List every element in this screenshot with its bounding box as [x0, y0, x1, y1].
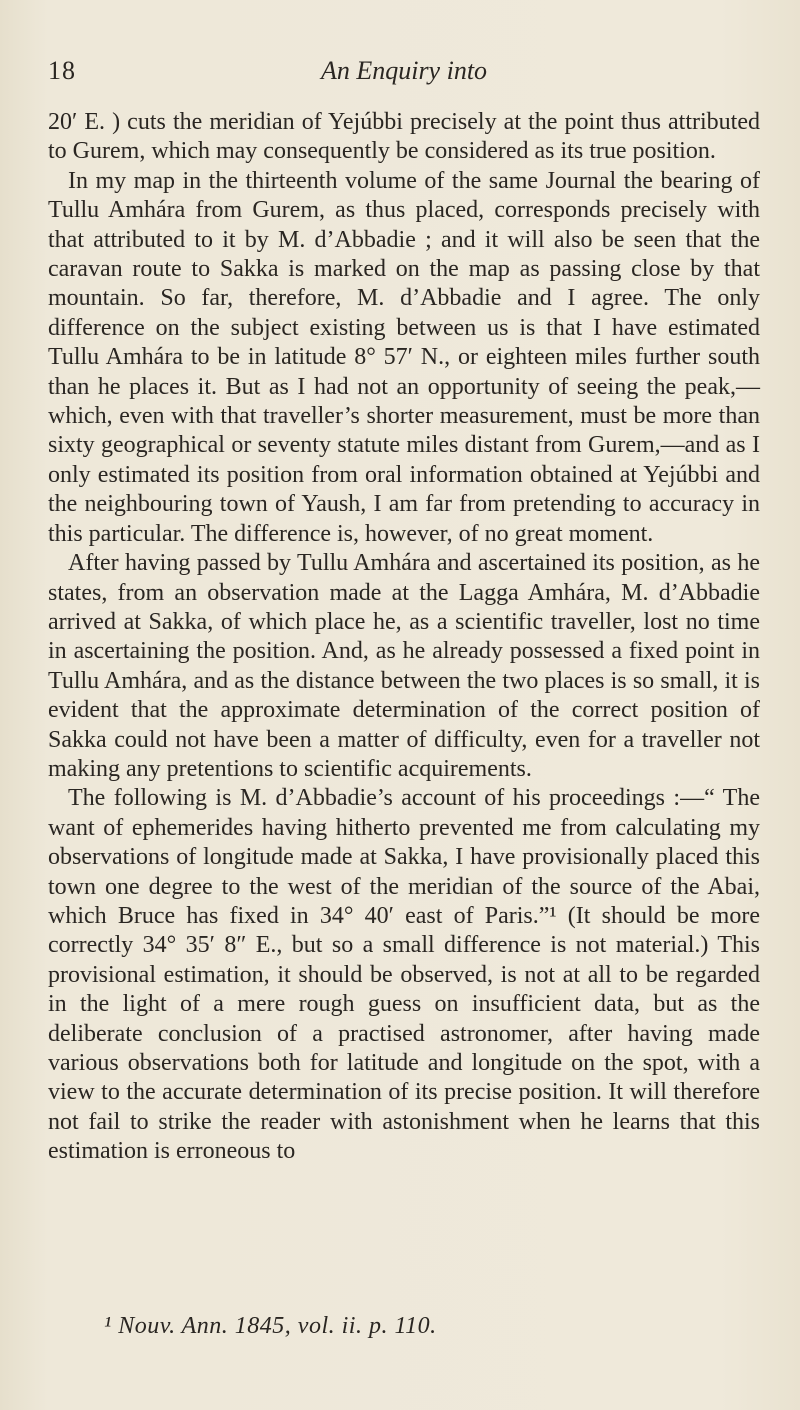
paragraph: In my map in the thirteenth volume of the same Journal the bearing of Tullu Amhára from Gurem, as thus placed, corresponds precisely with that attributed to it by M. d’Abbadie ; and it will also be seen that the caravan route to Sakka is marked on the map as passing close by that mountain. So far, therefore, M. d’Abbadie and I agree. The only difference on the subject existing between us is that I have estimated Tullu Amhára to be in latitude 8° 57′ N., or eighteen miles further south than he places it. But as I had not an opportunity of seeing the peak,—which, even with that traveller’s shorter measurement, must be more than sixty geographical or seventy statute miles distant from Gurem,—and as I only estimated its position from oral information obtained at Yejúbbi and the neighbouring town of Yaush, I am far from pretending to accuracy in this particular. The difference is, however, of no great moment. [48, 167, 760, 547]
body-text [48, 108, 760, 1167]
running-title: An Enquiry into [320, 56, 488, 85]
paragraph: The following is M. d’Abbadie’s account of his proceedings :—“ The want of ephemerides having hitherto prevented me from calculating my observations of longitude made at Sakka, I have provisionally placed this town one degree to the west of the meridian of the source of the Abai, which Bruce has fixed in 34° 40′ east of Paris.”¹ (It should be more correctly 34° 35′ 8″ E., but so a small difference is not material.) This provisional estimation, it should be observed, is not at all to be regarded in the light of a mere rough guess on insufficient data, but as the deliberate conclusion of a practised astronomer, after having made various observations both for latitude and longitude on the spot, with a view to the accurate determination of its precise position. It will therefore not fail to strike the reader with astonishment when he learns that this estimation is erroneous to [48, 785, 760, 1165]
page-number: 18 [48, 56, 76, 85]
paragraph: 20′ E. ) cuts the meridian of Yejúbbi precisely at the point thus attributed to Gurem, which may consequently be considered as its true position. [48, 109, 760, 165]
page-header [48, 56, 760, 90]
footnote: ¹ Nouv. Ann. 1845, vol. ii. p. 110. [104, 1313, 437, 1339]
paragraph: After having passed by Tullu Amhára and ascertained its position, as he states, from an observation made at the Lagga Amhára, M. d’Abbadie arrived at Sakka, of which place he, as a scientific traveller, lost no time in ascertaining the position. And, as he already possessed a fixed point in Tullu Amhára, and as the distance between the two places is so small, it is evident that the approximate determination of the correct position of Sakka could not have been a matter of difficulty, even for a traveller not making any pretentions to scientific acquirements. [48, 550, 760, 782]
